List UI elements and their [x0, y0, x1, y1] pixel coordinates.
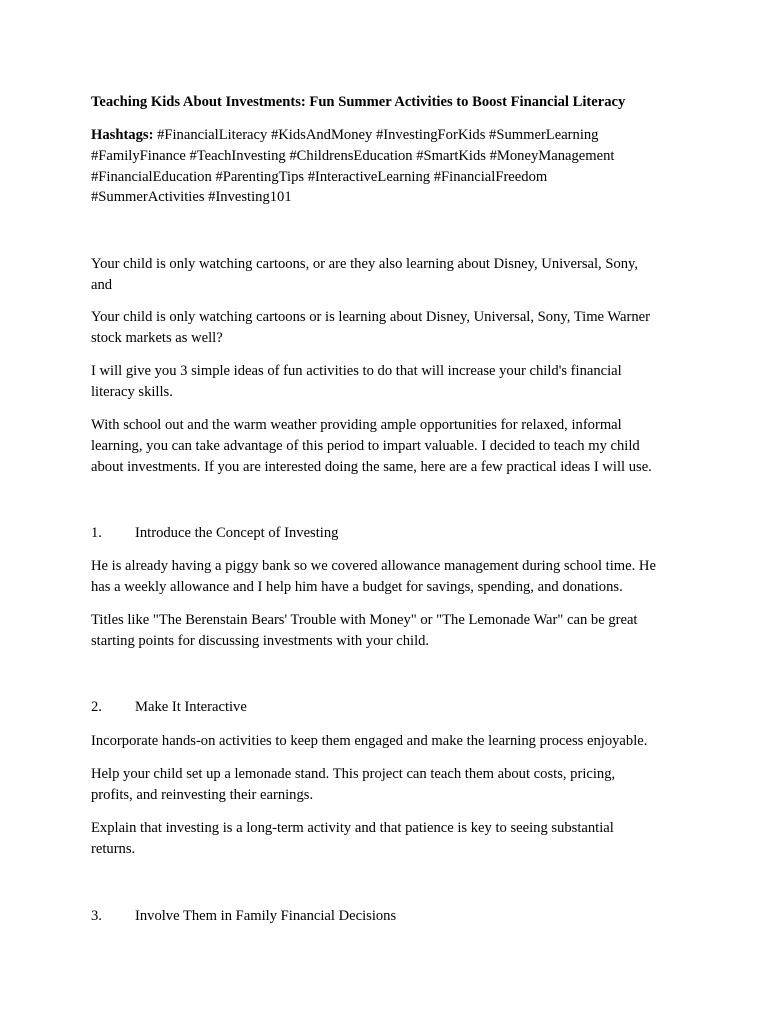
hashtags-line: #FinancialLiteracy #KidsAndMoney #InvestingForKids #SummerLearning — [157, 127, 599, 143]
section-paragraph — [91, 610, 691, 652]
section-paragraph — [91, 818, 691, 860]
text-line: With school out and the warm weather providing ample opportunities for relaxed, informal — [91, 417, 622, 433]
section-paragraph — [91, 731, 691, 752]
text-line: starting points for discussing investments with your child. — [91, 632, 430, 649]
hashtags-label: Hashtags: — [91, 127, 154, 143]
hashtags-block — [91, 125, 691, 208]
text-line: about investments. If you are interested doing the same, here are a few practical ideas I will use. — [91, 458, 652, 475]
text-line: and — [91, 276, 113, 293]
hashtags-line: #FinancialEducation #ParentingTips #InteractiveLearning #FinancialFreedom — [91, 168, 548, 185]
intro-paragraph — [91, 307, 691, 349]
text-line: literacy skills. — [91, 383, 173, 400]
text-line: has a weekly allowance and I help him have a budget for savings, spending, and donations. — [91, 578, 623, 595]
text-line: I will give you 3 simple ideas of fun activities to do that will increase your child's financial — [91, 363, 622, 379]
section-number: 1. — [91, 525, 102, 541]
section-heading — [91, 523, 691, 544]
text-line: Your child is only watching cartoons, or are they also learning about Disney, Universal, Sony, — [91, 256, 639, 272]
text-line: profits, and reinvesting their earnings. — [91, 786, 314, 803]
hashtags-line: #SummerActivities #Investing101 — [91, 189, 292, 206]
section-title: Make It Interactive — [135, 699, 247, 715]
text-line: returns. — [91, 840, 136, 857]
section-paragraph — [91, 764, 691, 806]
text-line: Incorporate hands-on activities to keep them engaged and make the learning process enjoyable. — [91, 733, 648, 749]
intro-paragraph — [91, 254, 691, 296]
text-line: learning, you can take advantage of this period to impart valuable. I decided to teach my child — [91, 437, 640, 454]
section-heading — [91, 697, 691, 718]
text-line: Your child is only watching cartoons or is learning about Disney, Universal, Sony, Time Warner — [91, 309, 650, 325]
section-title: Introduce the Concept of Investing — [135, 525, 339, 541]
text-line: Help your child set up a lemonade stand. This project can teach them about costs, pricing, — [91, 766, 616, 782]
section-number: 3. — [91, 908, 102, 924]
text-line: stock markets as well? — [91, 329, 223, 346]
hashtags-line: #FamilyFinance #TeachInvesting #ChildrensEducation #SmartKids #MoneyManagement — [91, 147, 615, 164]
text-line: He is already having a piggy bank so we covered allowance management during school time. He — [91, 558, 656, 574]
section-paragraph — [91, 556, 691, 598]
intro-paragraph — [91, 415, 691, 477]
document-title: Teaching Kids About Investments: Fun Summer Activities to Boost Financial Literacy — [91, 94, 626, 110]
intro-paragraph — [91, 361, 691, 403]
section-title: Involve Them in Family Financial Decisions — [135, 908, 397, 924]
text-line: Titles like "The Berenstain Bears' Trouble with Money" or "The Lemonade War" can be great — [91, 612, 638, 628]
section-heading — [91, 906, 691, 927]
text-line: Explain that investing is a long-term activity and that patience is key to seeing substantial — [91, 820, 614, 836]
section-number: 2. — [91, 699, 102, 715]
